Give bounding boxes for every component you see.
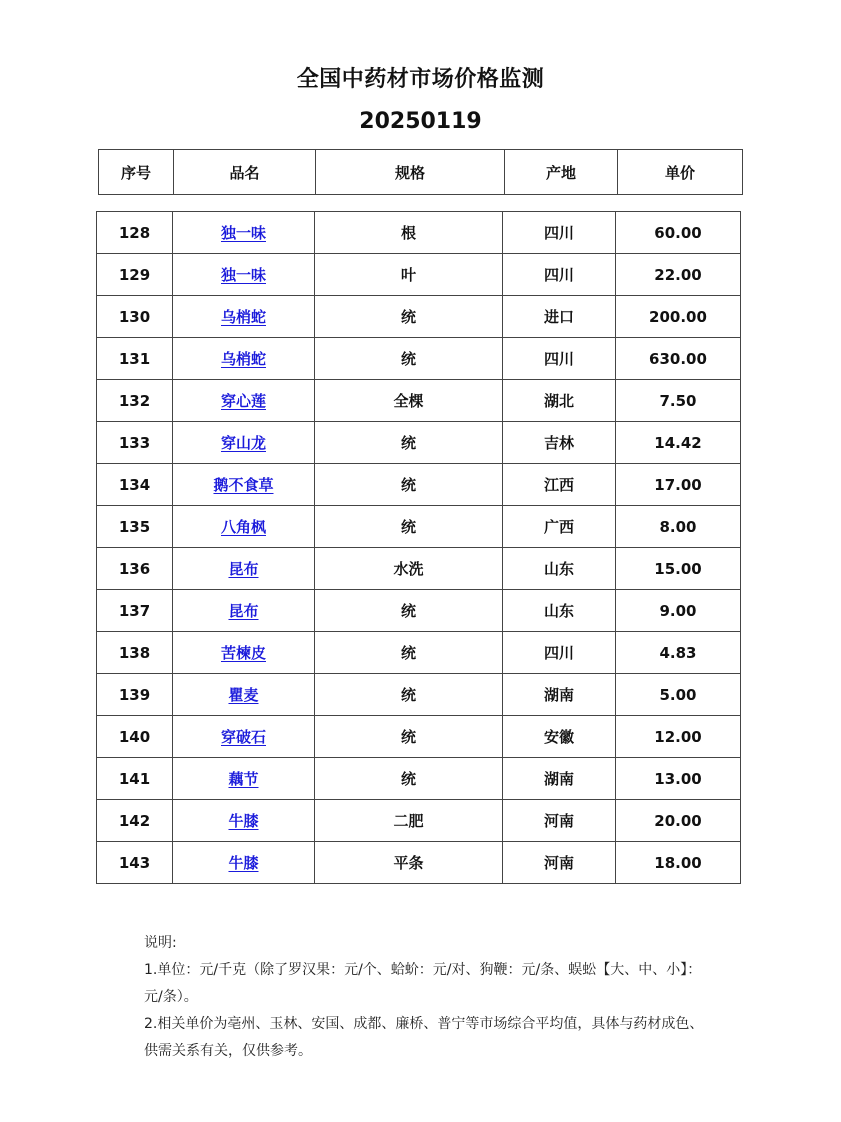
row-spec: 水洗 [315,548,503,590]
row-name [173,506,315,548]
row-id: 136 [97,548,173,590]
row-id: 143 [97,842,173,884]
row-price: 7.50 [616,380,741,422]
row-spec: 叶 [315,254,503,296]
row-spec: 二肥 [315,800,503,842]
table-row [97,338,741,380]
row-origin: 四川 [503,632,616,674]
row-price: 630.00 [616,338,741,380]
table-row [97,548,741,590]
row-price: 200.00 [616,296,741,338]
row-name [173,800,315,842]
row-id: 129 [97,254,173,296]
row-origin: 四川 [503,254,616,296]
price-table [96,211,741,884]
header-id: 序号 [99,150,174,195]
herb-name-link[interactable]: 穿破石 [220,728,266,746]
row-price: 8.00 [616,506,741,548]
row-origin: 广西 [503,506,616,548]
row-name [173,758,315,800]
table-row [97,758,741,800]
herb-name-link[interactable]: 穿山龙 [220,434,266,452]
row-origin: 河南 [503,842,616,884]
header-row [99,150,743,195]
row-spec: 全棵 [315,380,503,422]
row-spec: 统 [315,422,503,464]
row-name [173,548,315,590]
page-title: 全国中药材市场价格监测 [296,67,545,92]
herb-name-link[interactable]: 昆布 [228,602,259,620]
row-origin: 吉林 [503,422,616,464]
row-price: 18.00 [616,842,741,884]
table-row [97,632,741,674]
row-spec: 统 [315,338,503,380]
header-table [98,149,743,195]
row-name [173,212,315,254]
row-origin: 四川 [503,212,616,254]
table-row [97,254,741,296]
row-id: 142 [97,800,173,842]
row-price: 15.00 [616,548,741,590]
header-spec: 规格 [316,150,505,195]
header-origin: 产地 [505,150,618,195]
table-row [97,800,741,842]
herb-name-link[interactable]: 藕节 [228,770,259,788]
row-price: 60.00 [616,212,741,254]
row-name [173,338,315,380]
row-id: 137 [97,590,173,632]
row-price: 13.00 [616,758,741,800]
herb-name-link[interactable]: 昆布 [228,560,259,578]
row-id: 132 [97,380,173,422]
row-id: 131 [97,338,173,380]
herb-name-link[interactable]: 鹅不食草 [213,476,274,494]
row-id: 133 [97,422,173,464]
row-name [173,842,315,884]
row-price: 12.00 [616,716,741,758]
row-price: 20.00 [616,800,741,842]
herb-name-link[interactable]: 苦楝皮 [220,644,266,662]
row-id: 135 [97,506,173,548]
notes-line-2: 2.相关单价为亳州、玉林、安国、成都、廉桥、普宁等市场综合平均值，具体与药材成色、供需关系有关，仅供参考。 [144,1016,704,1059]
row-price: 22.00 [616,254,741,296]
herb-name-link[interactable]: 瞿麦 [228,686,259,704]
row-origin: 四川 [503,338,616,380]
row-name [173,464,315,506]
row-id: 139 [97,674,173,716]
table-row [97,674,741,716]
table-row [97,422,741,464]
table-row [97,590,741,632]
table-row [97,296,741,338]
row-price: 9.00 [616,590,741,632]
row-origin: 湖南 [503,674,616,716]
header-name: 品名 [174,150,316,195]
row-name [173,380,315,422]
row-spec: 统 [315,758,503,800]
row-spec: 统 [315,590,503,632]
report-date: 20250119 [359,109,482,134]
header-price: 单价 [618,150,743,195]
herb-name-link[interactable]: 八角枫 [220,518,266,536]
row-origin: 安徽 [503,716,616,758]
row-price: 4.83 [616,632,741,674]
row-spec: 统 [315,716,503,758]
row-name [173,296,315,338]
row-spec: 统 [315,296,503,338]
herb-name-link[interactable]: 牛膝 [228,854,259,872]
notes-line-1: 1.单位：元/千克（除了罗汉果：元/个、蛤蚧：元/对、狗鞭：元/条、蜈蚣【大、中、小】：元/条）。 [144,962,702,1005]
row-spec: 统 [315,674,503,716]
table-row [97,506,741,548]
table-row [97,464,741,506]
row-name [173,674,315,716]
table-row [97,716,741,758]
row-spec: 平条 [315,842,503,884]
row-name [173,422,315,464]
notes-heading: 说明: [144,935,177,951]
row-id: 134 [97,464,173,506]
herb-name-link[interactable]: 牛膝 [228,812,259,830]
row-name [173,590,315,632]
row-origin: 河南 [503,800,616,842]
row-id: 130 [97,296,173,338]
row-origin: 山东 [503,548,616,590]
row-name [173,254,315,296]
herb-name-link[interactable]: 乌梢蛇 [220,350,266,368]
row-origin: 湖南 [503,758,616,800]
notes [144,930,704,1065]
row-price: 5.00 [616,674,741,716]
table-row [97,380,741,422]
herb-name-link[interactable]: 乌梢蛇 [220,308,266,326]
row-origin: 湖北 [503,380,616,422]
row-price: 17.00 [616,464,741,506]
row-id: 128 [97,212,173,254]
row-spec: 根 [315,212,503,254]
row-price: 14.42 [616,422,741,464]
row-id: 140 [97,716,173,758]
row-name [173,716,315,758]
row-name [173,632,315,674]
table-row [97,842,741,884]
row-origin: 江西 [503,464,616,506]
row-id: 141 [97,758,173,800]
row-origin: 进口 [503,296,616,338]
row-spec: 统 [315,506,503,548]
row-id: 138 [97,632,173,674]
table-row [97,212,741,254]
herb-name-link[interactable]: 独一味 [220,224,266,242]
row-spec: 统 [315,464,503,506]
row-spec: 统 [315,632,503,674]
row-origin: 山东 [503,590,616,632]
herb-name-link[interactable]: 独一味 [220,266,266,284]
herb-name-link[interactable]: 穿心莲 [220,392,266,410]
